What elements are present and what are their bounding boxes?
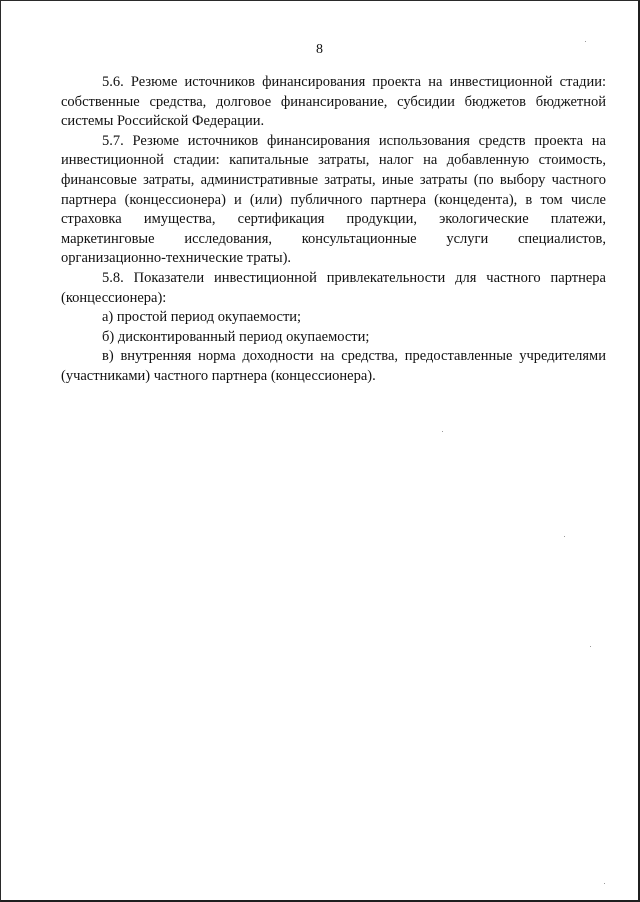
list-item-b: б) дисконтированный период окупаемости; (102, 328, 370, 345)
page-number: 8 (316, 42, 323, 57)
scan-speck (564, 536, 565, 537)
paragraph-5-7: 5.7. Резюме источников финансирования использования средств проекта на инвестиционной стадии: капитальные затраты, налог на добавленную стоимость, финансовые затраты, административные затраты, иные затраты (по выбору частного партнера (концессионера) и (или) публичного партнера (концедента), в том числе страховка имущества, сертификация продукции, экологические платежи, маркетинговые исследования, консультационные услуги специалистов, организационно-технические траты). (61, 132, 606, 267)
list-item-v: в) внутренняя норма доходности на средства, предоставленные учредителями (участниками) частного партнера (концессионера). (61, 348, 606, 384)
scan-speck (585, 41, 586, 42)
scan-speck (590, 646, 591, 647)
scan-speck (442, 431, 443, 432)
paragraph-5-6: 5.6. Резюме источников финансирования проекта на инвестиционной стадии: собственные средства, долговое финансирование, субсидии бюджетов бюджетной системы Российской Федерации. (61, 74, 606, 130)
paragraph-5-8: 5.8. Показатели инвестиционной привлекательности для частного партнера (концессионера): (61, 269, 606, 306)
list-item-a: а) простой период окупаемости; (102, 309, 302, 326)
document-body (61, 73, 606, 387)
scan-speck (604, 883, 605, 884)
